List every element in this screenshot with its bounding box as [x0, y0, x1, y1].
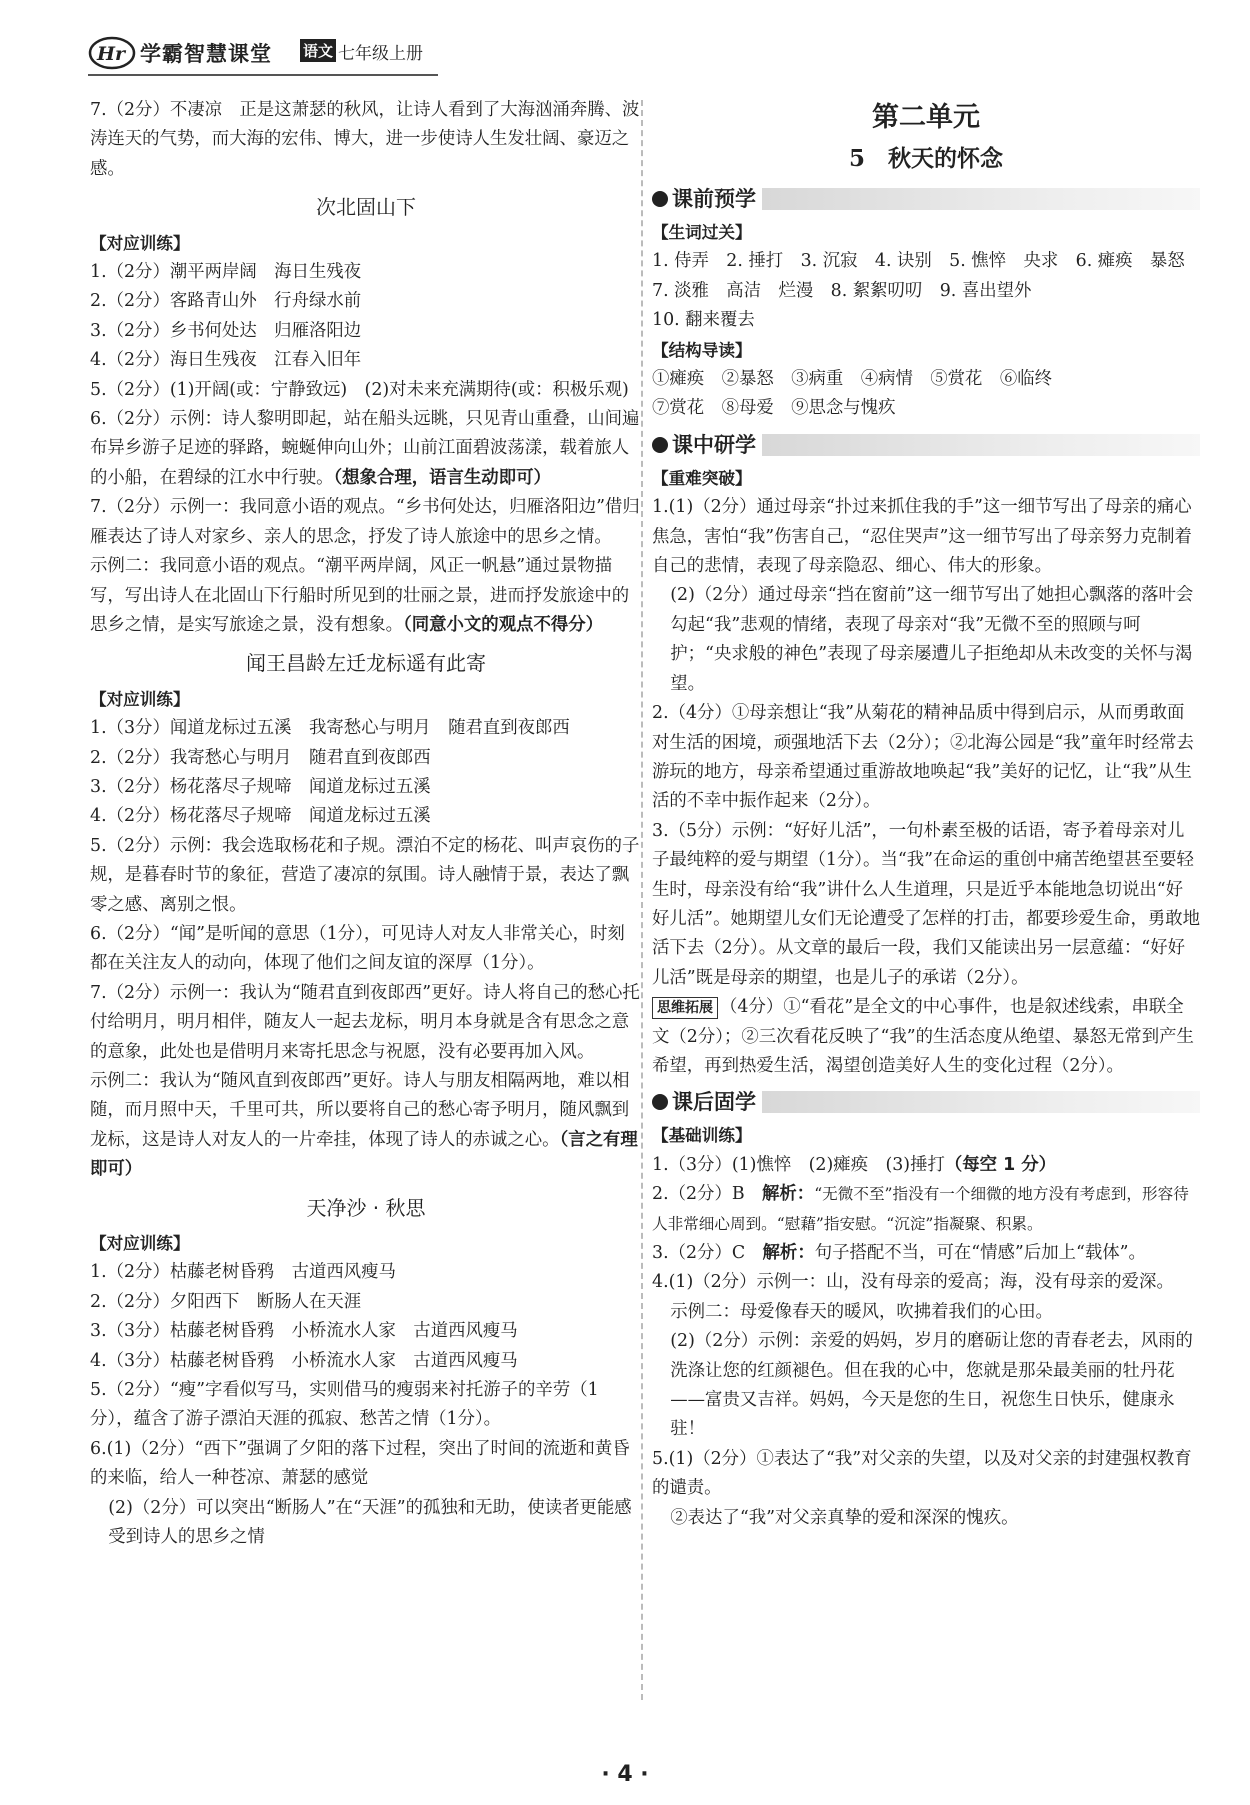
- answer-text: 6.（2分）示例：诗人黎明即起，站在船头远眺，只见青山重叠，山间遍布异乡游子足迹的驿路，蜿蜒伸向山外；山前江面碧波荡漾，载着旅人的小船，在碧绿的江水中行驶。: [90, 409, 640, 488]
- answer-item: 4.（2分）海日生残夜 江春入旧年: [90, 350, 362, 371]
- answer-text: 示例二：我认为“随风直到夜郎西”更好。诗人与朋友相隔两地，难以相随，而月照中天，千里可共，所以要将自己的愁心寄予明月，随风飘到龙标，这是诗人对友人的一片牵挂，体现了诗人的赤诚之心。: [90, 1071, 630, 1150]
- answer-item: [90, 552, 642, 640]
- page-number: · 4 ·: [601, 1762, 649, 1787]
- section-label: 【生词过关】: [652, 223, 752, 242]
- section-title: 课后固学: [672, 1090, 756, 1115]
- answer-item: 4.（3分）枯藤老树昏鸦 小桥流水人家 古道西风瘦马: [90, 1350, 518, 1371]
- analysis-label: 解析：: [762, 1243, 815, 1263]
- section-header-poststudy: [652, 1085, 1200, 1119]
- answer-item: 1.（2分）枯藤老树昏鸦 古道西风瘦马: [90, 1262, 396, 1283]
- answer-item: 6.（2分）“闻”是听闻的意思（1分），可见诗人对友人非常关心，时刻都在关注友人的动向，体现了他们之间友谊的深厚（1分）。: [90, 923, 625, 974]
- section-label: 【基础训练】: [652, 1126, 752, 1146]
- poem-title: 天净沙 · 秋思: [306, 1195, 426, 1220]
- brand-logo-icon: [88, 36, 136, 70]
- answer-item: 2.（2分）客路青山外 行舟绿水前: [90, 291, 362, 312]
- subject-badge: 语文: [300, 39, 336, 62]
- answer-item: 5.(1)（2分）①表达了“我”对父亲的失望，以及对父亲的封建强权教育的谴责。: [652, 1448, 1192, 1499]
- answer-item: [652, 1151, 1200, 1180]
- answer-item: 2.（2分）夕阳西下 断肠人在天涯: [90, 1291, 362, 1312]
- bullet-icon: [652, 191, 668, 207]
- bullet-icon: [652, 437, 668, 453]
- answer-item: 3.（2分）乡书何处达 归雁洛阳边: [90, 320, 362, 341]
- scoring-note: （每空 1 分）: [944, 1154, 1057, 1175]
- answer-item: 5.（2分）示例：我会选取杨花和子规。漂泊不定的杨花、叫声哀伤的子规，是暮春时节的象征，营造了凄凉的氛围。诗人融情于景，表达了飘零之感、离别之恨。: [90, 835, 640, 915]
- answer-item: 4.（2分）杨花落尽子规啼 闻道龙标过五溪: [90, 806, 431, 827]
- answer-item: 1.（3分）闻道龙标过五溪 我寄愁心与明月 随君直到夜郎西: [90, 718, 570, 739]
- answer-item: 1. 侍弄 2. 捶打 3. 沉寂 4. 诀别 5. 憔悴 央求 6. 瘫痪 暴怒 7. 淡雅 高洁 烂漫 8. 絮絮叨叨 9. 喜出望外: [652, 251, 1203, 301]
- section-label: 【结构导读】: [652, 340, 752, 360]
- page-header: [88, 32, 438, 76]
- scoring-note: （想象合理，语言生动即可）: [333, 467, 551, 488]
- grade-label: 七年级上册: [338, 44, 423, 64]
- answer-item: 2.（2分）我寄愁心与明月 随君直到夜郎西: [90, 747, 431, 768]
- section-label: 【重难突破】: [652, 468, 752, 488]
- answer-item: 5.（2分）(1)开阔(或：宁静致远) (2)对未来充满期待(或：积极乐观): [90, 379, 629, 400]
- section-header-instudy: [652, 428, 1200, 462]
- analysis-text: “无微不至”指没有一个细微的地方没有考虑到，形容待人非常细心周到。“慰藉”指安慰。“沉淀”指凝聚、积累。: [652, 1185, 1189, 1233]
- answer-item: 示例二：母爱像春天的暖风，吹拂着我们的心田。: [670, 1301, 1053, 1322]
- section-title: 课前预学: [672, 187, 756, 211]
- answer-item: 7.（2分）示例一：我认为“随君直到夜郎西”更好。诗人将自己的愁心托付给明月，明月相伴，随友人一起去龙标，明月本身就是含有思念之意的意象，此处也是借明月来寄托思念与祝愿，没有必要再加入风。: [90, 982, 640, 1062]
- answer-item: (2)（2分）可以突出“断肠人”在“天涯”的孤独和无助，使读者更能感受到诗人的思乡之情: [108, 1497, 632, 1548]
- answer-text: 2.（2分）B: [652, 1184, 762, 1205]
- answer-item: ⑦赏花 ⑧母爱 ⑨思念与愧疚: [652, 398, 896, 419]
- answer-item: 1.(1)（2分）通过母亲“扑过来抓住我的手”这一细节写出了母亲的痛心焦急，害怕“我”伤害自己，“忍住哭声”这一细节写出了母亲努力克制着自己的悲情，表现了母亲隐忍、细心、伟大的形象。: [652, 497, 1192, 577]
- answer-item: 10. 翻来覆去: [652, 310, 755, 331]
- section-title: 课中研学: [672, 432, 756, 457]
- scoring-note: （言之有理即可）: [90, 1129, 638, 1180]
- answer-item: 2.（4分）①母亲想让“我”从菊花的精神品质中得到启示，从而勇敢面对生活的困境，顽强地活下去（2分）；②北海公园是“我”童年时经常去游玩的地方，母亲希望通过重游故地唤起“我”美好的记忆，让“我”从生活的不幸中振作起来（2分）。: [652, 703, 1194, 812]
- extension-tag: 思维拓展: [652, 997, 718, 1019]
- answer-item: [90, 405, 642, 493]
- right-column: [652, 96, 1203, 1533]
- answer-item: (2)（2分）通过母亲“挡在窗前”这一细节写出了她担心飘落的落叶会勾起“我”悲观的情绪，表现了母亲对“我”无微不至的照顾与呵护；“央求般的神色”表现了母亲屡遭儿子拒绝却从未改变的关怀与渴望。: [670, 585, 1194, 694]
- analysis-text: 句子搭配不当，可在“情感”后加上“载体”。: [814, 1243, 1146, 1263]
- section-label: 【对应训练】: [90, 689, 190, 709]
- section-label: 【对应训练】: [90, 1234, 190, 1254]
- section-bar: [762, 1091, 1200, 1113]
- answer-item: [652, 993, 1200, 1081]
- answer-item: ①瘫痪 ②暴怒 ③病重 ④病情 ⑤赏花 ⑥临终: [652, 369, 1052, 390]
- answer-text: 3.（2分）C: [652, 1243, 763, 1263]
- section-bar: [762, 188, 1200, 210]
- answer-item: 7.（2分）不凄凉 正是这萧瑟的秋风，让诗人看到了大海汹涌奔腾、波涛连天的气势，而大海的宏伟、博大，进一步使诗人生发壮阔、豪迈之感。: [90, 100, 640, 179]
- answer-item: 3.（5分）示例：“好好儿活”，一句朴素至极的话语，寄予着母亲对儿子最纯粹的爱与期望（1分）。当“我”在命运的重创中痛苦绝望甚至要轻生时，母亲没有给“我”讲什么人生道理，只是近乎本能地急切说出“好好儿活”。她期望儿女们无论遭受了怎样的打击，都要珍爱生命，勇敢地活下去（2分）。从文章的最后一段，我们又能读出另一层意蕴：“好好儿活”既是母亲的期望，也是儿子的承诺（2分）。: [652, 820, 1201, 988]
- answer-item: 3.（2分）杨花落尽子规啼 闻道龙标过五溪: [90, 776, 431, 797]
- answer-item: 6.(1)（2分）“西下”强调了夕阳的落下过程，突出了时间的流逝和黄昏的来临，给人一种苍凉、萧瑟的感觉: [90, 1438, 630, 1489]
- scoring-note: （同意小文的观点不得分）: [403, 614, 604, 635]
- poem-title: 次北固山下: [316, 195, 416, 220]
- answer-item: 5.（2分）“瘦”字看似写马，实则借马的瘦弱来衬托游子的辛劳（1分），蕴含了游子漂泊天涯的孤寂、愁苦之情（1分）。: [90, 1380, 599, 1430]
- poem-title: 闻王昌龄左迁龙标遥有此寄: [246, 651, 486, 676]
- analysis-label: 解析：: [762, 1184, 815, 1205]
- answer-text: 1.（3分）(1)憔悴 (2)瘫痪 (3)捶打: [652, 1154, 945, 1175]
- section-header-prestudy: [652, 182, 1200, 216]
- lesson-title: 5 秋天的怀念: [848, 145, 1003, 172]
- brand-name: 学霸智慧课堂: [140, 42, 272, 66]
- answer-text: （4分）①“看花”是全文的中心事件，也是叙述线索，串联全文（2分）；②三次看花反映了“我”的生活态度从绝望、暴怒无常到产生希望，再到热爱生活，渴望创造美好人生的变化过程（2分）。: [652, 997, 1194, 1076]
- answer-item: [90, 1067, 642, 1185]
- unit-title: 第二单元: [872, 102, 980, 133]
- answer-text: 示例二：我同意小语的观点。“潮平两岸阔，风正一帆悬”通过景物描写，写出诗人在北固山下行船时所见到的壮丽之景，进而抒发旅途中的思乡之情，是实写旅途之景，没有想象。: [90, 556, 630, 635]
- answer-item: 7.（2分）示例一：我同意小语的观点。“乡书何处达，归雁洛阳边”借归雁表达了诗人对家乡、亲人的思念，抒发了诗人旅途中的思乡之情。: [90, 497, 640, 547]
- section-bar: [762, 434, 1200, 456]
- svg-text:Hr: Hr: [97, 43, 125, 65]
- left-column: [90, 96, 642, 1553]
- section-label: 【对应训练】: [90, 233, 190, 253]
- answer-item: ②表达了“我”对父亲真挚的爱和深深的愧疚。: [670, 1507, 1019, 1528]
- answer-item: 4.(1)（2分）示例一：山，没有母亲的爱高；海，没有母亲的爱深。: [652, 1272, 1174, 1293]
- answer-item: (2)（2分）示例：亲爱的妈妈，岁月的磨砺让您的青春老去，风雨的洗涤让您的红颜褪色。但在我的心中，您就是那朵最美丽的牡丹花——富贵又吉祥。妈妈，今天是您的生日，祝您生日快乐，健康永驻！: [670, 1331, 1193, 1440]
- header-rule: [88, 74, 438, 76]
- bullet-icon: [652, 1094, 668, 1110]
- answer-item: 3.（3分）枯藤老树昏鸦 小桥流水人家 古道西风瘦马: [90, 1321, 518, 1342]
- answer-item: [652, 1180, 1200, 1239]
- answer-item: [652, 1239, 1200, 1268]
- answer-item: 1.（2分）潮平两岸阔 海日生残夜: [90, 262, 362, 283]
